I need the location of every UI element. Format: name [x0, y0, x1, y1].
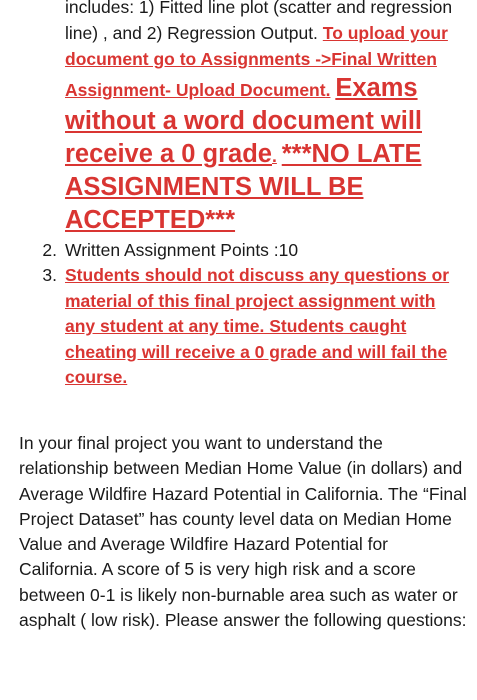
- cheating-warning: Students should not discuss any questions or material of this final project assignment with any student at any time. Students caught cheating will receive a 0 grade and will fail the course.: [65, 265, 450, 387]
- exam-warning: Exams without a word document will receive a 0 grade: [65, 74, 422, 168]
- list-number-3: 3.: [42, 265, 57, 285]
- list-item-1-continuation: [65, 0, 469, 237]
- list-number-2: 2.: [42, 240, 57, 260]
- points-text: Written Assignment Points :10: [65, 240, 299, 260]
- deliverables-text: includes: 1) Fitted line plot (scatter and regression line) , and 2) Regression Output.: [65, 0, 453, 43]
- numbered-list: [0, 237, 477, 391]
- project-description-paragraph: In your final project you want to understand the relationship between Median Home Value (in dollars) and Average Wildfire Hazard Potential in California. The “Final Project Dataset” has county level data on Median Home Value and Average Wildfire Hazard Potential for California. A score of 5 is very high risk and a score between 0-1 is likely non-burnable area such as water or asphalt ( low risk). Please answer the following questions:: [19, 433, 467, 631]
- list-item-2: [42, 237, 469, 263]
- upload-instruction-link[interactable]: To upload your document go to Assignments ->Final Written Assignment- Upload Document: [65, 23, 448, 100]
- upload-period: .: [325, 80, 331, 100]
- late-warning: ***NO LATE ASSIGNMENTS WILL BE ACCEPTED***: [65, 140, 422, 234]
- exam-warning-period: .: [271, 146, 277, 166]
- list-item-3: [42, 263, 469, 391]
